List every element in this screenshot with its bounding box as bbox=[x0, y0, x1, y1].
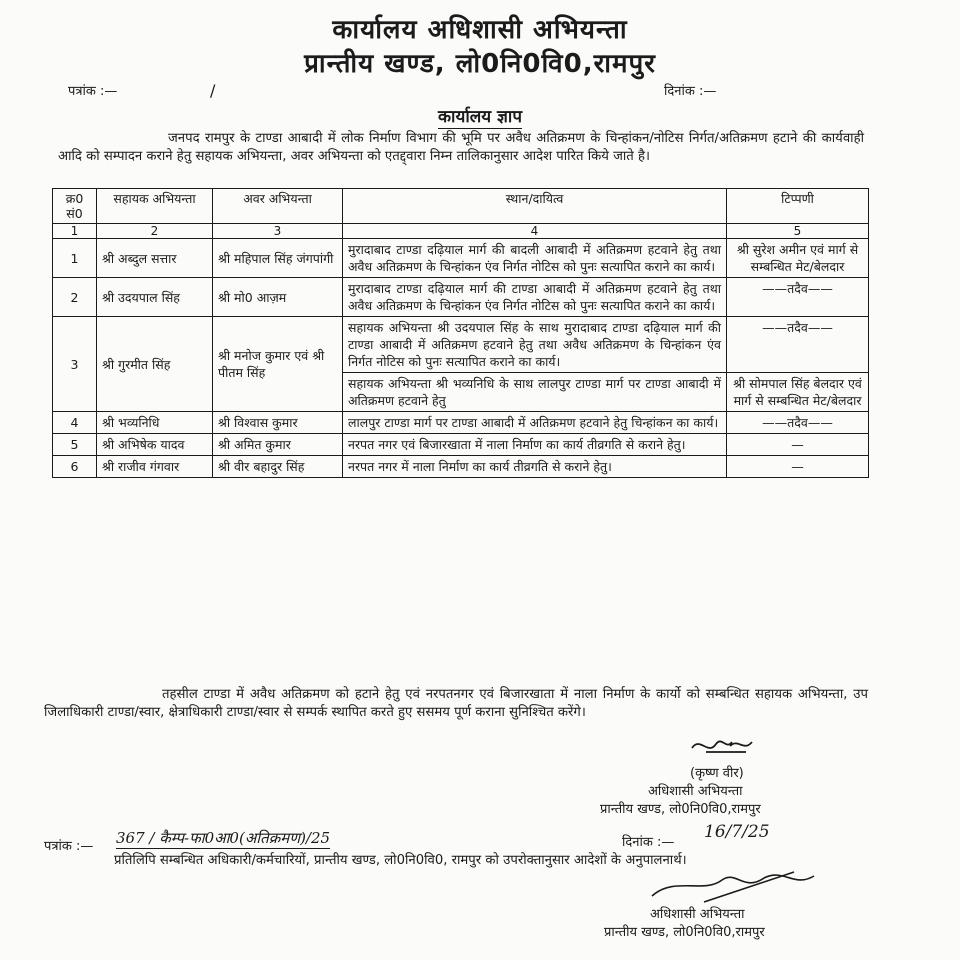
signature-2-icon bbox=[644, 866, 844, 906]
header-duty: स्थान/दायित्व bbox=[343, 189, 727, 224]
row-ae: श्री अब्दुल सत्तार bbox=[97, 239, 213, 278]
row-ae: श्री राजीव गंगवार bbox=[97, 456, 213, 478]
header-sn: क्र0 सं0 bbox=[53, 189, 97, 224]
signatory-2-office: प्रान्तीय खण्ड, लो0नि0वि0,रामपुर bbox=[604, 925, 765, 940]
row-note: — bbox=[727, 456, 869, 478]
signatory-name: (कृष्ण वीर) bbox=[690, 766, 744, 781]
row-note: ——तदैव—— bbox=[727, 317, 869, 373]
signatory-2-designation: अधिशासी अभियन्ता bbox=[650, 907, 745, 922]
dinank-label: दिनांक :— bbox=[664, 84, 717, 99]
patrank-label: पत्रांक :— bbox=[68, 84, 118, 99]
table-row bbox=[53, 239, 869, 278]
row-je: श्री वीर बहादुर सिंह bbox=[213, 456, 343, 478]
row-je: श्री महिपाल सिंह जंगपांगी bbox=[213, 239, 343, 278]
row-sn: 3 bbox=[53, 317, 97, 412]
row-ae: श्री उदयपाल सिंह bbox=[97, 278, 213, 317]
footer-patrank-handwritten: 367 / कैम्प-फा0आ0(अतिक्रमण)/25 bbox=[116, 829, 331, 847]
signatory-office: प्रान्तीय खण्ड, लो0नि0वि0,रामपुर bbox=[600, 802, 761, 817]
row-duty: नरपत नगर एवं बिजारखाता में नाला निर्माण का कार्य तीव्रगति से कराने हेतु। bbox=[343, 434, 727, 456]
closing-paragraph: तहसील टाण्डा में अवैध अतिक्रमण को हटाने हेतु एवं नरपतनगर एवं बिजारखाता में नाला निर्माण के कार्यो को सम्बन्धित सहायक अभियन्ता, उप जिलाधिकारी टाण्डा/स्वार, क्षेत्राधिकारी टाण्डा/स्वार से सम्पर्क स्थापित करते हुए ससमय पूर्ण कराना सुनिश्चित करेंगे। bbox=[44, 687, 868, 720]
table-row bbox=[53, 456, 869, 478]
memo-title-wrap bbox=[0, 104, 960, 127]
row-duty: लालपुर टाण्डा मार्ग पर टाण्डा आबादी में अतिक्रमण हटवाने हेतु चिन्हांकन का कार्य। bbox=[343, 412, 727, 434]
table-row bbox=[53, 278, 869, 317]
row-ae: श्री भव्यनिधि bbox=[97, 412, 213, 434]
header-je: अवर अभियन्ता bbox=[213, 189, 343, 224]
row-note: ——तदैव—— bbox=[727, 412, 869, 434]
memo-title: कार्यालय ज्ञाप bbox=[438, 107, 522, 127]
header-ae: सहायक अभियन्ता bbox=[97, 189, 213, 224]
row-sn: 6 bbox=[53, 456, 97, 478]
footer-dinank-label: दिनांक :— bbox=[622, 835, 675, 850]
signatory-designation: अधिशासी अभियन्ता bbox=[648, 784, 743, 799]
assignment-table bbox=[52, 188, 869, 478]
row-duty: मुरादाबाद टाण्डा दढ़ियाल मार्ग की टाण्डा आबादी में अतिक्रमण हटवाने हेतु तथा अवैध अतिक्रमण के चिन्हांकन एंव निर्गत नोटिस को पुनः सत्यापित कराने का कार्य। bbox=[343, 278, 727, 317]
copy-paragraph: प्रतिलिपि सम्बन्धित अधिकारी/कर्मचारियों, प्रान्तीय खण्ड, लो0नि0वि0, रामपुर को उपरोक्तानुसार आदेशों के अनुपालनार्थ। bbox=[114, 853, 687, 868]
signature-1-icon bbox=[686, 730, 766, 762]
table-header-row bbox=[53, 189, 869, 224]
row-ae: श्री अभिषेक यादव bbox=[97, 434, 213, 456]
row-je: श्री मनोज कुमार एवं श्री पीतम सिंह bbox=[213, 317, 343, 412]
footer-dinank-handwritten: 16/7/25 bbox=[704, 822, 770, 842]
row-duty: मुरादाबाद टाण्डा दढ़ियाल मार्ग की बादली आबादी में अतिक्रमण हटवाने हेतु तथा अवैध अतिक्रमण के चिन्हांकन एंव निर्गत नोटिस को पुनः सत्यापित कराने का कार्य। bbox=[343, 239, 727, 278]
row-note: श्री सुरेश अमीन एवं मार्ग से सम्बन्धित मेट/बेलदार bbox=[727, 239, 869, 278]
colnum: 1 bbox=[53, 224, 97, 239]
footer-patrank-label: पत्रांक :— bbox=[44, 839, 94, 854]
row-duty-secondary: सहायक अभियन्ता श्री भव्यनिधि के साथ लालपुर टाण्डा मार्ग पर टाण्डा आबादी में अतिक्रमण हटवाने हेतु bbox=[343, 373, 727, 412]
header-note: टिप्पणी bbox=[727, 189, 869, 224]
row-note-secondary: श्री सोमपाल सिंह बेलदार एवं मार्ग से सम्बन्धित मेट/बेलदार bbox=[727, 373, 869, 412]
table-row bbox=[53, 434, 869, 456]
colnum: 3 bbox=[213, 224, 343, 239]
table-row bbox=[53, 317, 869, 373]
row-je: श्री विश्वास कुमार bbox=[213, 412, 343, 434]
colnum: 2 bbox=[97, 224, 213, 239]
colnum: 4 bbox=[343, 224, 727, 239]
row-note: ——तदैव—— bbox=[727, 278, 869, 317]
table-row bbox=[53, 412, 869, 434]
row-duty: सहायक अभियन्ता श्री उदयपाल सिंह के साथ मुरादाबाद टाण्डा दढ़ियाल मार्ग की टाण्डा आबादी में अतिक्रमण हटवाने हेतु तथा अवैध अतिक्रमण के चिन्हांकन एंव निर्गत नोटिस को पुनः सत्यापित कराने का कार्य। bbox=[343, 317, 727, 373]
row-sn: 2 bbox=[53, 278, 97, 317]
office-subtitle: प्रान्तीय खण्ड, लो0नि0वि0,रामपुर bbox=[304, 49, 656, 79]
patrank-slash: / bbox=[210, 81, 216, 100]
row-note: — bbox=[727, 434, 869, 456]
row-sn: 4 bbox=[53, 412, 97, 434]
office-title: कार्यालय अधिशासी अभियन्ता bbox=[332, 15, 628, 45]
row-je: श्री मो0 आज़म bbox=[213, 278, 343, 317]
table-colnum-row bbox=[53, 224, 869, 239]
row-je: श्री अमित कुमार bbox=[213, 434, 343, 456]
intro-paragraph: जनपद रामपुर के टाण्डा आबादी में लोक निर्माण विभाग की भूमि पर अवैध अतिक्रमण के चिन्हांकन/नोटिस निर्गत/अतिक्रमण हटाने की कार्यवाही आदि को सम्पादन कराने हेतु सहायक अभियन्ता, अवर अभियन्ता को एतद्द्वारा निम्न तालिकानुसार आदेश पारित किये जाते है। bbox=[58, 131, 864, 164]
colnum: 5 bbox=[727, 224, 869, 239]
row-duty: नरपत नगर में नाला निर्माण का कार्य तीव्रगति से कराने हेतु। bbox=[343, 456, 727, 478]
row-ae: श्री गुरमीत सिंह bbox=[97, 317, 213, 412]
row-sn: 1 bbox=[53, 239, 97, 278]
row-sn: 5 bbox=[53, 434, 97, 456]
